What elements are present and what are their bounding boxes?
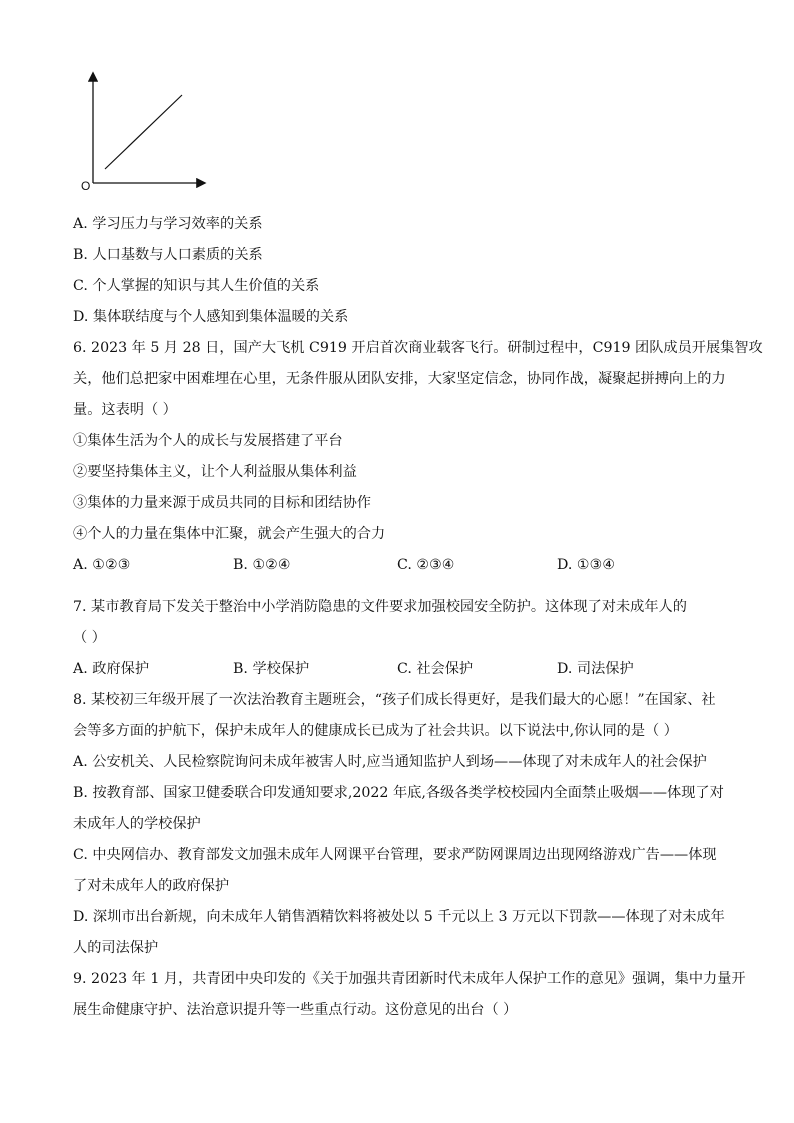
q5-option-b: B. 人口基数与人口素质的关系: [73, 247, 263, 263]
q6-option-c: C. ②③④: [397, 557, 455, 573]
q8-option-b-line-1: B. 按教育部、国家卫健委联合印发通知要求,2022 年底,各级各类学校校园内全面禁止吸烟——体现了对: [73, 785, 724, 801]
q9-stem-line-2: 展生命健康守护、法治意识提升等一些重点行动。这份意见的出台（ ）: [73, 1002, 518, 1018]
q6-statement-2: ②要坚持集体主义，让个人利益服从集体利益: [73, 464, 357, 480]
q8-stem-line-1: 8. 某校初三年级开展了一次法治教育主题班会，“孩子们成长得更好，是我们最大的心愿！”在国家、社: [73, 692, 716, 708]
q8-option-d-line-2: 人的司法保护: [73, 940, 159, 956]
q6-stem-line-2: 关，他们总把家中困难埋在心里，无条件服从团队安排，大家坚定信念，协同作战，凝聚起拼搏向上的力: [73, 371, 726, 387]
q6-statement-4: ④个人的力量在集体中汇聚，就会产生强大的合力: [73, 526, 386, 542]
q5-graph: [78, 68, 218, 198]
q6-statement-3: ③集体的力量来源于成员共同的目标和团结协作: [73, 495, 371, 511]
q6-stem-line-1: 6. 2023 年 5 月 28 日，国产大飞机 C919 开启首次商业载客飞行。研制过程中，C919 团队成员开展集智攻: [73, 340, 763, 356]
q8-option-a: A. 公安机关、人民检察院询问未成年被害人时,应当通知监护人到场——体现了对未成年人的社会保护: [73, 754, 707, 770]
q8-option-b-line-2: 未成年人的学校保护: [73, 816, 201, 832]
q9-stem-line-1: 9. 2023 年 1 月，共青团中央印发的《关于加强共青团新时代未成年人保护工作的意见》强调，集中力量开: [73, 971, 746, 987]
q6-stem-line-3: 量。这表明（ ）: [73, 402, 177, 418]
q6-option-d: D. ①③④: [557, 557, 616, 573]
q8-option-c-line-1: C. 中央网信办、教育部发文加强未成年人网课平台管理，要求严防网课周边出现网络游戏广告——体现: [73, 847, 717, 863]
q8-stem-line-2: 会等多方面的护航下，保护未成年人的健康成长已成为了社会共识。以下说法中,你认同的是（ ）: [73, 723, 678, 739]
q7-stem-line-2: （ ）: [73, 630, 106, 646]
q7-option-d: D. 司法保护: [557, 661, 634, 677]
q6-option-a: A. ①②③: [73, 557, 131, 573]
graph-line: [105, 95, 182, 169]
q5-option-a: A. 学习压力与学习效率的关系: [73, 216, 263, 232]
q7-stem-line-1: 7. 某市教育局下发关于整治中小学消防隐患的文件要求加强校园安全防护。这体现了对未成年人的: [73, 599, 687, 615]
origin-label: O: [81, 179, 91, 193]
q6-statement-1: ①集体生活为个人的成长与发展搭建了平台: [73, 433, 343, 449]
q5-option-d: D. 集体联结度与个人感知到集体温暖的关系: [73, 309, 349, 325]
q7-option-a: A. 政府保护: [73, 661, 150, 677]
q7-option-c: C. 社会保护: [397, 661, 474, 677]
q5-option-c: C. 个人掌握的知识与其人生价值的关系: [73, 278, 320, 294]
q8-option-c-line-2: 了对未成年人的政府保护: [73, 878, 230, 894]
q7-option-b: B. 学校保护: [233, 661, 310, 677]
q8-option-d-line-1: D. 深圳市出台新规，向未成年人销售酒精饮料将被处以 5 千元以上 3 万元以下罚款——体现了对未成年: [73, 909, 725, 925]
q6-option-b: B. ①②④: [233, 557, 291, 573]
